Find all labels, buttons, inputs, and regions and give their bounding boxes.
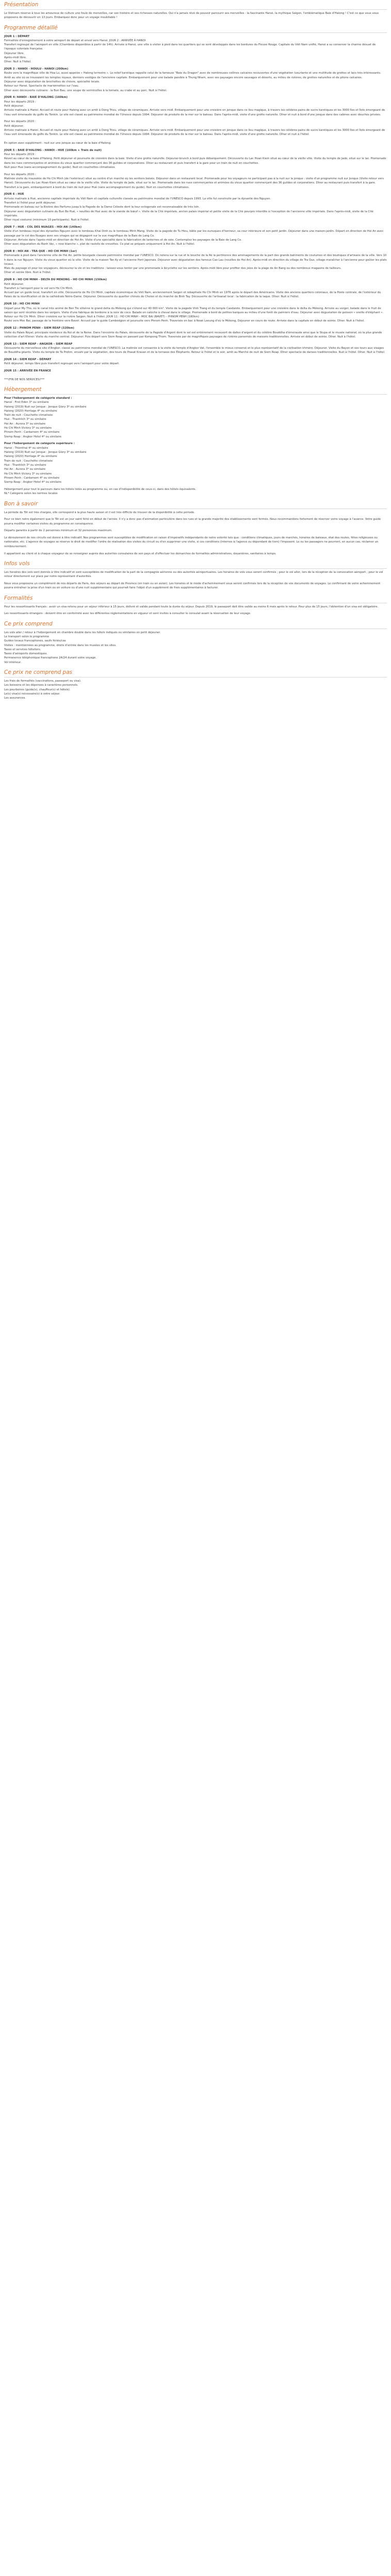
infos-vols-paragraph: Nous vous proposons un complément de nos départs de Paris, des séjours au départ de Province (en train ou en avion). Les horaires et le mode d'acheminement vous seront confirmés lors de la réception de vos documents de voyages. Le confirmant de votre acheminement pourra entraîner la prise d'un train ou en voiture ou d'une nuit supplémentaire qui pourrait faire l'objet d'un supplément de frais supplémentaires à facturer. bbox=[4, 582, 381, 590]
day-line: Déjeuner avec dégustation de brochettes de chèvre, spécialité locale. bbox=[4, 80, 100, 84]
day-line bbox=[4, 373, 387, 377]
prix-ne-comprend-pas-section bbox=[4, 669, 387, 700]
infos-vols-paragraphs bbox=[4, 570, 387, 590]
excluded-item: Les pourboires (guide(s), chauffeur(s) et hôtels). bbox=[4, 688, 71, 691]
formalites-paragraph: Les ressortissants étrangers : doivent être en conformité avec les différentes réglementations en vigueur et sont invités à consulter le consulat avant la réservation de leur voyage. bbox=[4, 612, 251, 616]
programme-section bbox=[4, 25, 387, 382]
day-line: Route vers la magnifique ville de Hoa Lu, aussi appelée « Halong terrestre ». Le relief karstique rappelle celui de la fameuse "Baie du Dragon" avec de nombreuses collines calcaires recouvertes d'une végétation luxuriante et une multitude de grottes et lacs très intéressants. Arrêt au site où se trouvaient les temples royaux, derniers vestiges de l'ancienne capitale. Embarquement pour une balade paisible à Thung Nham, avec ses paysages encore sauvages et déserts, au milieu de rizières, de grottes naturelles et de pitons calcaires. bbox=[4, 72, 381, 79]
hotel-item: Hué : Thanhlich 3* ou similaire bbox=[4, 418, 46, 421]
day-heading: JOUR 9 : HO CHI MINH - DELTA DU MEKONG - HO CHI MINH (150km) bbox=[4, 278, 107, 282]
day-heading: JOUR 7 : HUE - COL DES NUAGES - HOI AN (140km) bbox=[4, 225, 82, 229]
day-line: Dîner et soirée libre. Nuit à l'hôtel. bbox=[4, 271, 52, 275]
programme-divider bbox=[4, 32, 387, 33]
day-block bbox=[4, 35, 387, 64]
excluded-item: Le(s) visa(s) nécessaire(s) à votre séjour. bbox=[4, 692, 60, 696]
hebergement-title: Hébergement bbox=[4, 386, 42, 393]
day-line: Pour les départs 2020 : bbox=[4, 173, 36, 176]
day-heading: JOUR 4: HANOI - BAIE D'HALONG (160km) bbox=[4, 96, 68, 99]
day-block bbox=[4, 120, 387, 145]
day-line: Transfert à l'aéroport pour le vol vers Ho Chi Minh. bbox=[4, 286, 73, 290]
day-heading: JOUR 1 : DÉPART bbox=[4, 35, 30, 38]
day-heading: JOUR 12 : PHNOM PENH – SIEM REAP (320km) bbox=[4, 327, 74, 330]
day-block bbox=[4, 67, 387, 93]
day-heading: JOUR 15 : ARRIVÉE EN FRANCE bbox=[4, 369, 51, 373]
included-item: Vol intérieur. bbox=[4, 660, 22, 664]
hotel-item: Hoi An : Aurora 3* ou similaire bbox=[4, 422, 46, 426]
day-line: Visite d'un tombeau royal des dynasties Nguyen avec le tombeau Khai Dinh ou le tombeau Minh Mang. Visite de la pagode de Tu Hieu, bâtie par les eunuques d'honneur, sa cour intérieure et son petit jardin. Déjeuner dans une maison-jardin. Départ en direction de Hoi An avec passage par le col des Nuages avec ses virages qui se dégagent sur la vue magnifique de la Baie de Lang Co. bbox=[4, 230, 384, 238]
hotel-item: Halong (2020) Heritage 4* ou similaire bbox=[4, 409, 57, 413]
day-line: Visite du Palais Royal, principale résidence du Roi et de la Reine. Dans l'enceinte du Palais, découverte de la Pagode d'Argent dont le sol est entièrement recouvert de dalles d'argent et du célèbre Bouddha d'émeraude ainsi que le Stupa et le musée national, où la plus grande collection d'art Khmer. Visite du marché central. Déjeuner. Puis départ vers Siem Reap en passant par Kompong Thom. Traversée par de magnifiques paysages de rizières parsemés de maisons traditionnelles. Arrivée en début de soirée. Dîner. Nuit à l'hôtel. bbox=[4, 331, 382, 338]
hotels-standard-intro: Pour l'hébergement de catégorie standard : bbox=[4, 396, 72, 400]
excluded-item: Les boissons et les dépenses à caractères personnels. bbox=[4, 684, 78, 687]
prix-comprend-title: Ce prix comprend bbox=[4, 620, 53, 627]
formalites-section bbox=[4, 595, 387, 616]
hotel-item: Siemp Reap : Angkor Hotel 4* ou similaire bbox=[4, 435, 62, 438]
presentation-title: Présentation bbox=[4, 2, 39, 8]
day-block bbox=[4, 326, 387, 339]
day-block bbox=[4, 225, 387, 246]
hotels-note bbox=[4, 487, 387, 496]
prix-ne-comprend-pas-list bbox=[4, 679, 387, 700]
hotels-superieur-intro: Pour l'hébergement de catégorie supérieure : bbox=[4, 442, 75, 446]
day-heading: JOUR 8 : HOI AN - TRA QUE - HO CHI MINH (1er) bbox=[4, 249, 77, 253]
day-heading: JOUR 3 : HANOI - HOULU - HANOI (200km) bbox=[4, 67, 69, 71]
hotel-item: Phnom Penh : Cardamom 4* ou similaire bbox=[4, 431, 60, 434]
day-line: Réveil au cœur de la baie d'Halong. Petit déjeuner et poursuite de croisière dans la baie. Visite d'une grotte naturelle. Déjeuner-brunch à bord puis débarquement. Découverte du Lac Hoan Kiem situé au cœur de la vieille ville. Visite du temple de Jade, situé sur le lac. Promenade dans les rues commerçantes et animées du vieux quartier commerçant des 36 guildes et corporations. Dîner au restaurant et puis transfert à la gare pour un train de nuit en couchettes. bbox=[4, 157, 386, 165]
hotel-item: Ho Chi Minh Victory 3* ou similaire bbox=[4, 427, 52, 430]
hebergement-divider bbox=[4, 394, 387, 395]
day-line: Petit déjeuner, temps libre puis transfert regroupé vers l'aéroport pour votre départ. bbox=[4, 362, 120, 366]
day-block bbox=[4, 95, 387, 116]
day-block bbox=[4, 249, 387, 275]
hotels-superieur bbox=[4, 442, 387, 484]
day-line: Arrivée matinale à Hanoi. Accueil et route pour Halong avec un arrêt à Dong Trieu, village de céramiques. Arrivée vers midi. Embarquement pour une croisière en jonque dans ce lieu magique, à travers les célèbres pains de sucre karstiques et les 3000 îles et îlots émergeant de l'eau vert émeraude du golfe du Tonkin. Le site est classé au patrimoine mondial de l'Unesco depuis 1994. Déjeuner de produits de la mer sur le bateau. Dans l'après-midi, visite d'une grotte naturelle. Dîner et nuit à l'hôtel. bbox=[4, 129, 385, 137]
day-block bbox=[4, 192, 387, 222]
hotels-superieur-list bbox=[4, 446, 387, 485]
day-block bbox=[4, 148, 387, 170]
programme-title: Programme détaillé bbox=[4, 24, 58, 31]
day-heading: JOUR 13 : SIEM REAP – ANGKOR – SIEM REAP bbox=[4, 342, 73, 346]
day-heading: JOUR 10 : HO CHI MINH bbox=[4, 302, 40, 306]
hebergement-section bbox=[4, 386, 387, 496]
hotels-standard bbox=[4, 396, 387, 439]
day-block bbox=[4, 358, 387, 366]
day-line: Route vers Moc Bai, passage de la frontière vers Bavet. Accueil par le guide Cambodgien et poursuite vers Phnom Penh. Traversée en bac à Neak Loeung d'où le Mékong, Déjeuner en cours de route. Arrivée dans la capitale en début de soirée. Dîner. Nuit à l'hôtel. bbox=[4, 319, 365, 323]
prix-comprend-section bbox=[4, 621, 387, 665]
day-line: Pour les départs 2019 : bbox=[4, 100, 36, 104]
presentation-divider bbox=[4, 9, 387, 10]
day-block bbox=[4, 342, 387, 355]
day-line: Matinée visite du mausolée de Ho Chi Minh (de l'extérieur) situé au centre d'un marché où les sentiers boisés. Déjeuner dans un restaurant local. Promenade pour les voyageurs ne participant pas à la nuit sur la jonque : visite d'un programme nuit sur Jonque (Visite retour vers Hanoi). Découverte du Lac Hoan Kiem situé au cœur de la vieille ville. Visite du temple de Jade, situé sur le lac. Promenade dans les rues commerçantes et animées du vieux quartier commerçant des 36 guildes et corporations. Dîner au restaurant puis transfert à la gare. Transfert à la gare, embarquement à bord du train de nuit pour Hué (sans accompagnement du guide). Nuit en couchettes climatisées. bbox=[4, 177, 384, 189]
presentation-text: Le Vietnam réserve à tous les amoureux de culture une foule de merveilles, car son histoire et ses richesses naturelles. Qui n'a jamais rêvé de pouvoir parcourir ses merveilles : la fascinante Hanoi, la mythique Saigon, l'emblématique Baie d'Halong ! C'est ce que vous vous proposons de découvrir en 13 jours. Embarquez donc pour un voyage inoubliable ! bbox=[4, 12, 379, 20]
bon-a-savoir-title: Bon à savoir bbox=[4, 500, 38, 507]
hotel-item: Hanoi : Thienthai 4* ou similaire bbox=[4, 446, 48, 450]
day-line: Dîner avec dégustation du Banh Vac, « rose blanche », plat de raviolis de crevettes. Ce plat se prépare uniquement à Hoi An. Nuit à l'hôtel. bbox=[4, 243, 195, 246]
day-line: Mais du paysage et pour les voyageurs, découvrez la vie et les traditions ; laissez-vous tenter par une promenade à bicyclette sur les sentiers. Après-midi libre pour profiter des joies de la plage de An Bang ou des nombreux magasins de tailleurs. bbox=[4, 267, 341, 270]
day-line: Promenade en bateau sur la Rivière des Parfums jusqu'à la Pagode de la Dame Céleste dont la tour octogonale est reconnaissable de très loin. bbox=[4, 206, 200, 209]
programme-days bbox=[4, 35, 387, 382]
day-line bbox=[4, 137, 387, 141]
day-block bbox=[4, 278, 387, 299]
day-line: Accueil par un guide local, transfert en ville. Découverte de Ho Chi Minh, capitale économique du Viêt Nam, anciennement Saigon et rebaptisée Ho Chi Minh en 1976 après le départ des Américains. Visite des anciens quartiers coloniaux, de la Poste centrale, de l'extérieur du Palais de la réunification et de la cathédrale Notre-Dame. Déjeuner. Découverte du quartier chinois de Cholon et du marché de Binh Tay. Découverte de l'artisanat local : la fabrication de la laque. Dîner. Nuit à l'hôtel. bbox=[4, 291, 381, 299]
excluded-item: Les frais de formalités (vaccinations, passeport ou visa). bbox=[4, 680, 82, 683]
day-line: Après-midi libre. bbox=[4, 56, 27, 60]
hotel-item: Hué : Thanhlich 3* ou similaire bbox=[4, 463, 46, 467]
day-line: Promenade à pied dans l'ancienne ville de Hoi An, petite bourgade classée patrimoine mondial par l'UNESCO. On notera sur la rue et le bouche de la Ré la pertinence des aménagements de la part des grands batiments de coutumes et des boutiques d'artisans de la ville. Vers 10 h dans la rue Nguyen. Visite du vieux quartier où la ville. Visite de la maison Tan Ky et l'ancienne Pont Japonais. Déjeuner avec dégustation des fameux Cao Lau (nouilles de Hoi An). Après-midi en direction du village de Tra Que, village maraîcher à l'ancienne pour goûter les plats locaux. bbox=[4, 254, 387, 266]
day-block bbox=[4, 369, 387, 382]
day-line: Dîner avec découverte culinaire : la Bun Bau, une soupe de vermicelles à la tomate, au crabe et au porc. Nuit à l'hôtel. bbox=[4, 89, 167, 92]
included-item: Visites : mentionnées au programme, droits d'entrée dans les musées et les sites. bbox=[4, 643, 117, 647]
day-line: Arrivée matinale à Hanoi. Accueil et route pour Halong avec un arrêt à Dong Trieu, village de céramiques. Arrivée vers midi. Embarquement pour une croisière en jonque dans ce lieu magique, à travers les célèbres pains de sucre karstiques et les 3000 îles et îlots émergeant de l'eau vert émeraude du golfe du Tonkin. Le site est classé au patrimoine mondial de l'Unesco depuis 1994. Déjeuner de produits de la mer sur le bateau. Dans l'après-midi, visite d'une grotte naturelle. Dîner et nuit à bord d'une jonque dans des cabines avec douches privées. bbox=[4, 109, 385, 116]
day-line: Petit déjeuner. bbox=[4, 105, 24, 108]
infos-vols-divider bbox=[4, 568, 387, 569]
formalites-title: Formalités bbox=[4, 595, 33, 601]
prix-comprend-list bbox=[4, 631, 387, 665]
day-block bbox=[4, 173, 387, 190]
hotel-item: Siemp Reap : Angkor Hotel 4* ou similaire bbox=[4, 481, 62, 484]
bon-a-savoir-section bbox=[4, 501, 387, 556]
day-line: Retour sur Hanoi. Spectacle de marionnettes sur l'eau. bbox=[4, 84, 79, 88]
day-heading: JOUR 14 : SIEM REAP – DÉPART bbox=[4, 358, 52, 361]
bon-a-savoir-paragraph: Le déroulement de nos circuits est donné à titre indicatif. Nos programmes sont susceptibles de modification en raison d'impératifs indépendants de notre volonté tels que : conditions climatiques, jours de marchés, horaires de bateaux, état des routes, fêtes religieuses ou nationales, etc. L'agence de voyages se réserve le droit de modifier l'ordre de réalisation des visites du circuit ou d'en supprimer une visite, si ces conditions (internes à l'agence ou dépendant de tiers) l'imposent. Le ou les passagers ne pourront, en aucun cas, réclamer un remboursement. bbox=[4, 536, 379, 548]
day-line: Déjeuner avec dégustation culinaire du Bun Bo Hué, « nouilles de Hué avec de la viande de bœuf ». Visite de la Cité impériale, ancien palais impérial et petite visite de la Cité pourpre interdite à l'exception de l'ancienne ville impériale. Dans l'après-midi, visite de la Cité impériale. bbox=[4, 210, 373, 217]
included-item: Guides locaux francophones, saufs fériés/cas bbox=[4, 639, 66, 643]
hotel-item: Halong (2019) Nuit sur Jonque : Jonque Glory 3* ou similaire bbox=[4, 451, 87, 454]
day-line: Découverte du merveilleux site d'Angkor, classé au patrimoine mondial de l'UNESCO. La matinée est consacrée à la visite du temple d'Angkor Vat, l'ensemble le mieux conservé et le plus représentatif de la civilisation khmère. Déjeuner. Visite du Bayon et ses tours aux visages de Bouddha géants. Visite du temple de Ta Prohm, envahi par la végétation, des tours de Prasat Kravan et de la terrasse des Éléphants. Retour à l'hôtel et le soir, arrêt au Marché de nuit de Siem Reap. Dîner spectacle de danses traditionnelles. Nuit à l'hôtel. Dîner. Nuit à l'hôtel. bbox=[4, 346, 385, 354]
bon-a-savoir-paragraph: Pour ce bien notre également que le Têt est un jour saint férié en début de l'année. Il n'y a donc pas d'animation particulière dans les rues et la grande majorité des établissements sont fermés. Nous recommandons fortement de réserver votre voyage à l'avance. Votre guide pourra modifier certaines visites du programme en conséquence. bbox=[4, 518, 381, 526]
day-line: Transfert à l'hôtel pour petit déjeuner. bbox=[4, 201, 56, 205]
day-heading: JOUR 6 : HUE bbox=[4, 193, 24, 196]
bon-a-savoir-paragraph: La période du Têt est très chargée, elle correspond à la plus haute saison et il est très difficile de trouver de la disponibilité à cette période. bbox=[4, 511, 195, 514]
page bbox=[0, 0, 391, 707]
day-line: Petit déjeuner. bbox=[4, 282, 24, 286]
day-line: Nuit pour Hue (sans accompagnement du guide). Nuit en couchettes climatisées. bbox=[4, 165, 116, 169]
hotel-item: Ho Chi Minh Victory 3* ou similaire bbox=[4, 472, 52, 476]
hotels-note-text: Hébergement pour tout le parcours dans les hôtels listés au programme ou, en cas d'indisponibilité de ceux-ci, dans des hôtels équivalents. bbox=[4, 487, 197, 491]
formalites-paragraph: Pour les ressortissants français : avoir un visa retenu pour un séjour inférieur à 15 jours, délivré et valide pendant toute la durée du séjour. Depuis 2019, le passeport doit être valide au moins 6 mois après le retour. Pour plus de 15 jours, l'obtention d'un visa est obligatoire. bbox=[4, 605, 379, 608]
day-line: Déjeuner libre. bbox=[4, 52, 25, 55]
day-block bbox=[4, 302, 387, 323]
hotel-item: Hanoi : First Eden 3* ou similaire bbox=[4, 401, 49, 404]
included-item: Taxes d'aéroports domestiques. bbox=[4, 652, 47, 656]
day-line: Petit déjeuner. bbox=[4, 124, 24, 128]
hotel-item: Train de nuit : Couchette climatisée bbox=[4, 414, 53, 417]
day-line: Formalités d'enregistrement à votre aéroport de départ et envol vers Hanoi. JOUR 2 : ARRIVÉE À HANOI bbox=[4, 39, 146, 42]
day-line: Pour les départs 2019 : bbox=[4, 153, 36, 157]
included-item: Le transport selon le programme bbox=[4, 635, 50, 638]
day-line: En option avec supplément : nuit sur une jonque au cœur de la baie d'Halong. bbox=[4, 141, 111, 145]
infos-vols-section bbox=[4, 561, 387, 590]
day-line: Pour les départs 2020 : bbox=[4, 120, 36, 124]
infos-vols-paragraph: Les horaires des vols sont donnés à titre indicatif et sont susceptibles de modification de la part de la compagnie aérienne ou des autorités aéroportuaires. Les horaires de vols vous seront confirmés ; pour le vol aller, lors de la réception de la convocation aéroport ; pour le vol retour directement sur place par notre représentant d'autorités. bbox=[4, 570, 383, 579]
infos-vols-title: Infos vols bbox=[4, 560, 30, 567]
bon-a-savoir-paragraphs bbox=[4, 511, 387, 556]
hotel-item: Phnom Penh : Cardamom 4* ou similaire bbox=[4, 476, 60, 480]
formalites-paragraphs bbox=[4, 605, 387, 616]
bon-a-savoir-paragraph: Départs garantis à partir de 2 personnes minimum et 32 personnes maximum. bbox=[4, 529, 112, 533]
excluded-item: Les assurances. bbox=[4, 697, 26, 700]
day-line: Départ pour My Tho, où le canal très animé de Ben Tre sillonne le grand delta du Mékong qui s'étend sur 40 000 km². Visite de la pagode Vinh Trang et du temple Caodaïste. Embarquement pour une croisière dans le delta du Mékong. Arrivée au verger, balade dans le fruit de saison qui sont récoltés dans les vergers. Visite d'une fabrique de bonbons à la noix de coco. Balade en calèche à cheval dans le village. Promenade à bord de petites barques au milieu d'une forêt de palmiers d'eau. Déjeuner avec dégustation de poisson « oreille d'éléphant ». Retour sur Ho Chi Minh. Dîner croisière sur la rivière Saigon. Nuit à l'hôtel. JOUR 11 : HO CHI MINH – MOC BAI (BAVET) – PHNOM PENH (180km) bbox=[4, 307, 384, 319]
day-line: Déjeuner. Arrivée dans l'après-midi en direction de Hoi An. Visite d'une spécialité dans la fabrication de lanternes et de soie. Contemplez les paysages de la Baie de Lang Co. bbox=[4, 238, 242, 242]
hotel-item: Halong (2020) Heritage 4* ou similaire bbox=[4, 455, 57, 459]
included-item: Les vols aller / retour à l'hébergement en chambre double dans les hôtels indiqués ou similaires en petit déjeuner. bbox=[4, 631, 161, 634]
prix-ne-comprend-pas-title: Ce prix ne comprend pas bbox=[4, 669, 73, 676]
hotels-standard-list bbox=[4, 400, 387, 439]
day-heading: JOUR 5 : BAIE D'HALONG - HANOI - HUE (160km + Train de nuit) bbox=[4, 148, 102, 152]
included-item: Permanence téléphonique francophone 24/24 durant votre voyage. bbox=[4, 656, 96, 660]
hotel-item: Train de nuit : Couchette climatisée bbox=[4, 459, 53, 463]
hotels-note-category: NL* Catégorie selon les normes locales bbox=[4, 492, 58, 496]
hotel-item: Hoi An : Aurora 3* ou similaire bbox=[4, 468, 46, 471]
bon-a-savoir-paragraph: Il appartient au client et à chaque voyageur de se renseigner auprès des autorités consulaires de son pays et d'effectuer les démarches de formalités administratives, douanières, sanitaires à temps. bbox=[4, 552, 276, 555]
day-line: Dîner royal costumé (minimum 10 participants). Nuit à l'hôtel. bbox=[4, 218, 90, 222]
included-item: Taxes et services hôteliers. bbox=[4, 648, 41, 651]
day-line: Transfert regroupé de l'aéroport en ville (Chambres disponibles à partir de 14h). Arrivée à Hanoi, une ville à visiter à pied dans les quartiers qui se sont développés dans les bordures du Fleuve Rouge. Capitale du Viêt Nam unifié, Hanoi a su conserver la charme désuet de l'époque coloniale française. bbox=[4, 43, 376, 51]
day-line: ***(FIN DE NOS SERVICES)*** bbox=[4, 378, 45, 381]
hotel-item: Halong (2019) Nuit sur Jonque : Jonque Glory 3* ou similaire bbox=[4, 405, 87, 409]
day-line: Arrivée matinale à Hué, ancienne capitale impériale du Viêt Nam et capitale culturelle classée au patrimoine mondial de l'UNESCO depuis 1993. La ville fut construite par la dynastie des Nguyen. bbox=[4, 197, 271, 200]
presentation-section bbox=[4, 2, 387, 20]
day-line: Dîner. Nuit à l'hôtel. bbox=[4, 60, 31, 64]
